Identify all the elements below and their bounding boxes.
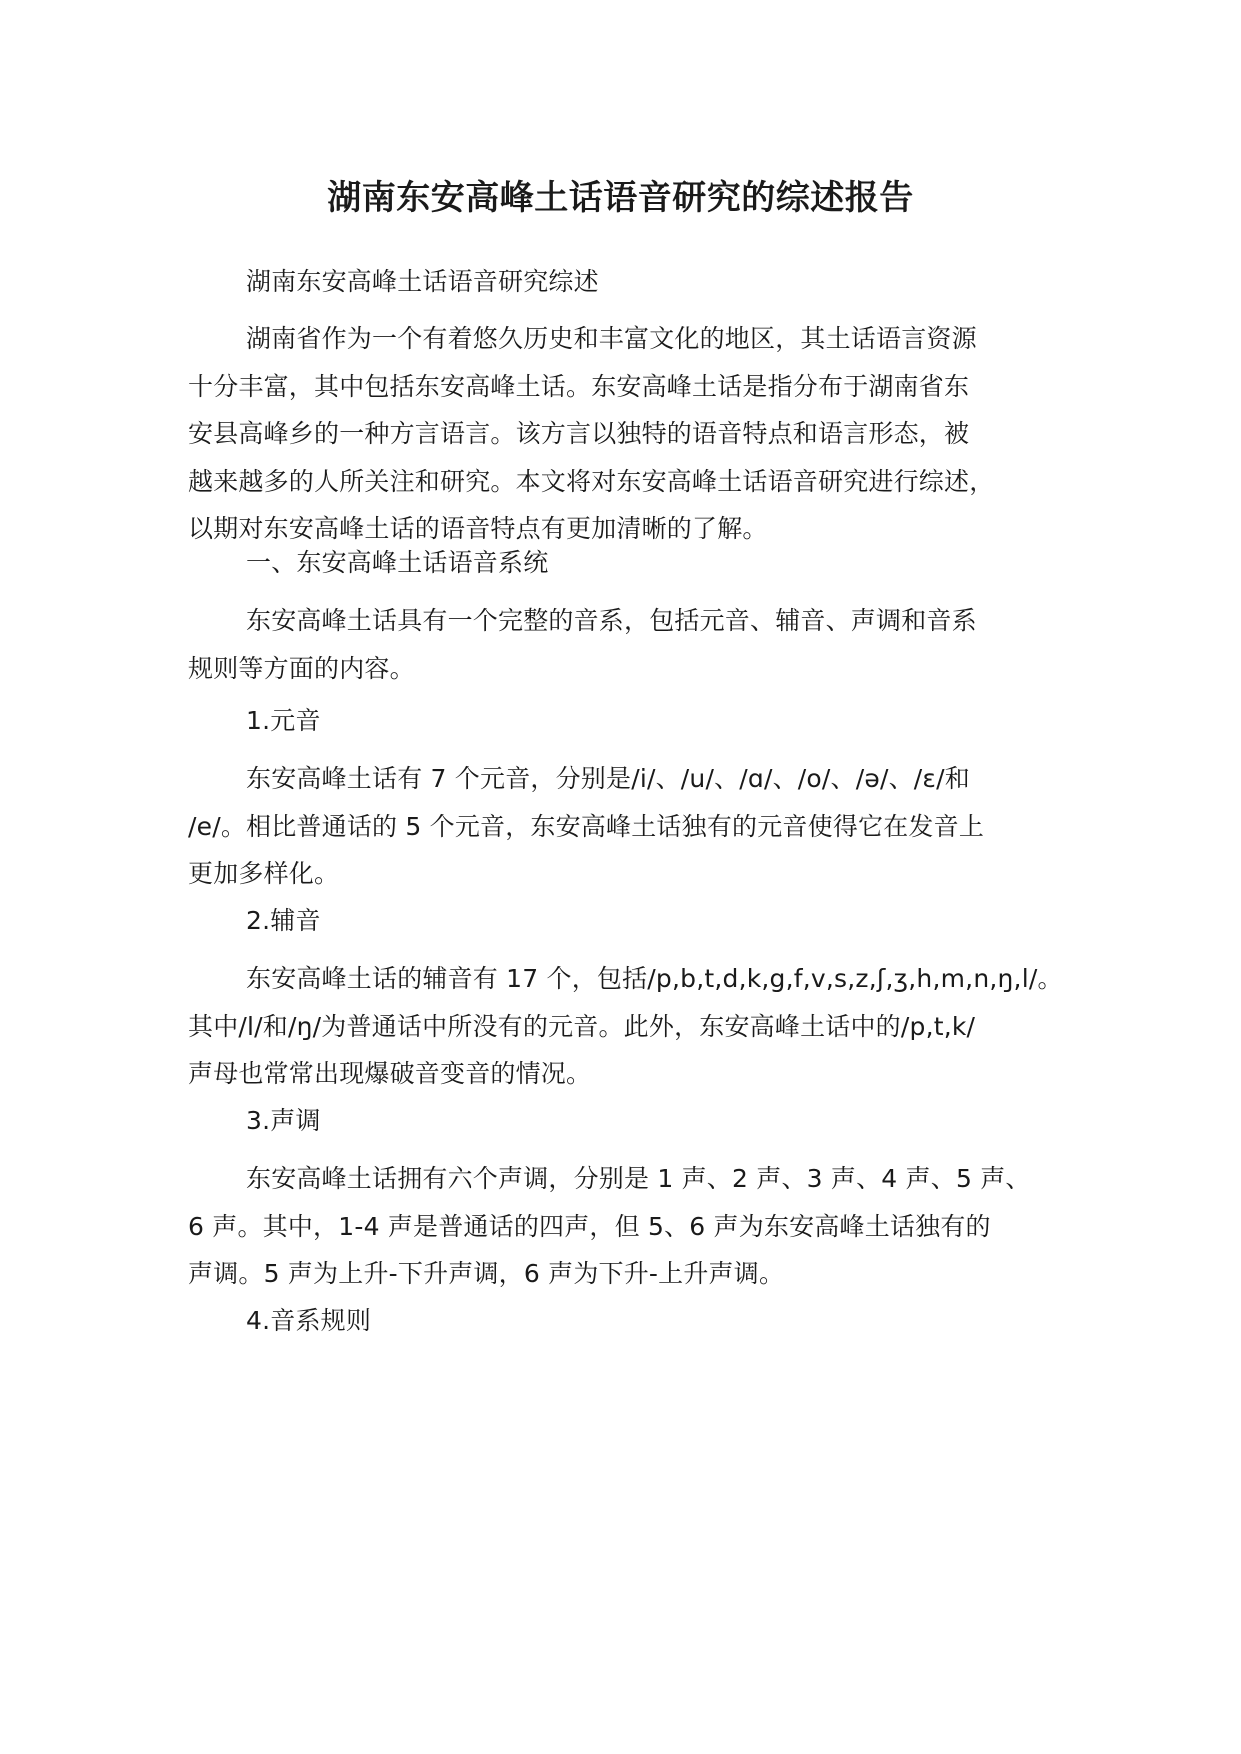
paragraph-line: 声调。5 声为上升-下升声调，6 声为下升-上升声调。 (188, 1259, 785, 1288)
paragraph-line: 以期对东安高峰土话的语音特点有更加清晰的了解。 (188, 514, 768, 543)
consonants-paragraph (188, 955, 1078, 1098)
paragraph-line: /e/。相比普通话的 5 个元音，东安高峰土话独有的元音使得它在发音上 (188, 811, 985, 841)
rules-heading (188, 1297, 1078, 1345)
paragraph-line: 东安高峰土话有 7 个元音，分别是/i/、/u/、/ɑ/、/o/、/ə/、/ɛ/和 (246, 764, 970, 793)
paragraph-line: 规则等方面的内容。 (188, 653, 415, 683)
tones-paragraph (188, 1155, 1078, 1298)
section-heading-line: 一、东安高峰土话语音系统 (246, 548, 549, 577)
section1-paragraph (188, 597, 1078, 692)
vowels-paragraph (188, 755, 1078, 898)
consonants-heading (188, 897, 1078, 945)
paragraph-line: 其中/l/和/ŋ/为普通话中所没有的元音。此外，东安高峰土话中的/p,t,k/ (188, 1011, 976, 1041)
subsection-heading-line: 3.声调 (246, 1106, 321, 1135)
paragraph-line: 6 声。其中，1-4 声是普通话的四声，但 5、6 声为东安高峰土话独有的 (188, 1211, 991, 1241)
document-title: 湖南东安高峰土话语音研究的综述报告 (327, 178, 914, 218)
intro-paragraph (188, 315, 1078, 553)
paragraph-line: 声母也常常出现爆破音变音的情况。 (188, 1059, 592, 1088)
subtitle-paragraph (188, 258, 1078, 306)
paragraph-line: 十分丰富，其中包括东安高峰土话。东安高峰土话是指分布于湖南省东 (188, 371, 970, 401)
paragraph-line: 东安高峰土话具有一个完整的音系，包括元音、辅音、声调和音系 (246, 606, 977, 635)
paragraph-line: 越来越多的人所关注和研究。本文将对东安高峰土话语音研究进行综述， (188, 466, 995, 496)
tones-heading (188, 1097, 1078, 1145)
paragraph-line: 东安高峰土话拥有六个声调，分别是 1 声、2 声、3 声、4 声、5 声、 (246, 1164, 1031, 1193)
subsection-heading-line: 1.元音 (246, 706, 321, 735)
section-heading (188, 539, 1078, 587)
paragraph-line: 湖南省作为一个有着悠久历史和丰富文化的地区，其土话语言资源 (246, 324, 977, 353)
paragraph-line: 东安高峰土话的辅音有 17 个，包括/p,b,t,d,k,g,f,v,s,z,ʃ,ʒ,h,m,n,ŋ,l/。 (246, 964, 1063, 993)
vowels-heading (188, 697, 1078, 745)
paragraph-line: 更加多样化。 (188, 859, 340, 888)
subsection-heading-line: 2.辅音 (246, 906, 321, 935)
paragraph-line: 安县高峰乡的一种方言语言。该方言以独特的语音特点和语言形态，被 (188, 419, 970, 448)
subtitle-line: 湖南东安高峰土话语音研究综述 (246, 267, 599, 296)
subsection-heading-line: 4.音系规则 (246, 1306, 372, 1335)
